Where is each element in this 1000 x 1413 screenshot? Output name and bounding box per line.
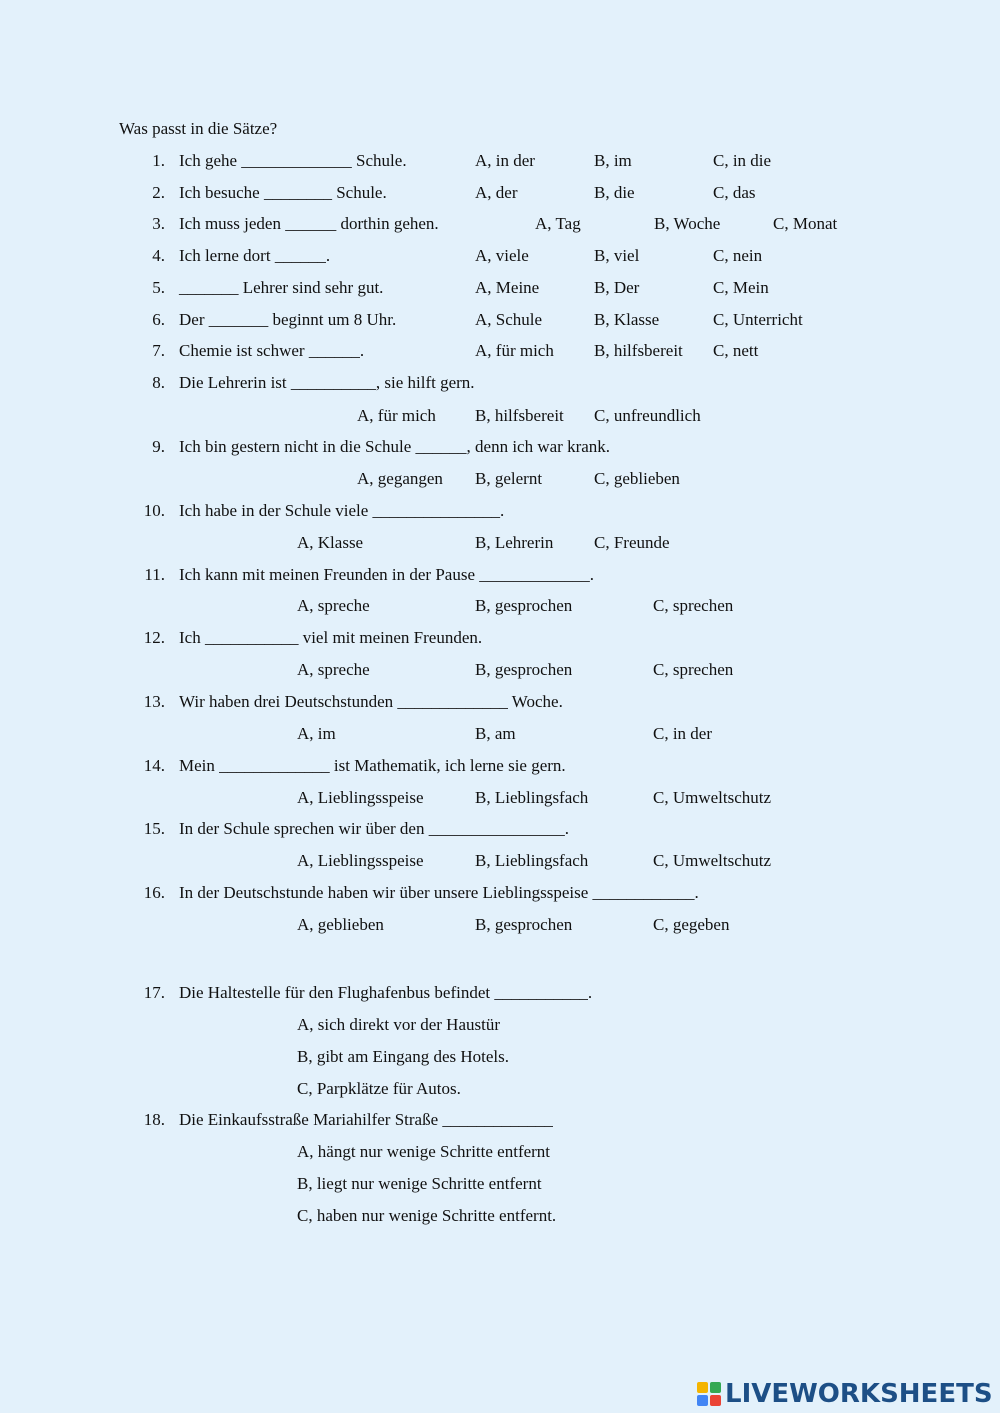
question-number: 13. <box>143 692 165 711</box>
worksheet-title: Was passt in die Sätze? <box>119 119 278 138</box>
answer-option-b[interactable]: B, Lieblingsfach <box>475 851 589 870</box>
answer-option-b[interactable]: B, liegt nur wenige Schritte entfernt <box>297 1174 542 1193</box>
answer-option-a[interactable]: A, Schule <box>475 310 543 329</box>
logo-square-4 <box>710 1395 721 1406</box>
logo-square-1 <box>697 1382 708 1393</box>
question-number: 2. <box>152 183 165 202</box>
question-text: Ich kann mit meinen Freunden in der Pause _____________. <box>179 565 595 584</box>
answer-option-c[interactable]: C, nein <box>713 246 763 265</box>
answer-option-c[interactable]: C, haben nur wenige Schritte entfernt. <box>297 1206 557 1225</box>
answer-option-c[interactable]: C, Freunde <box>594 533 670 552</box>
question-number: 9. <box>152 437 165 456</box>
answer-option-c[interactable]: C, unfreundlich <box>594 406 701 425</box>
question-text: Ich besuche ________ Schule. <box>179 183 387 202</box>
answer-option-a[interactable]: A, für mich <box>475 341 554 360</box>
question-number: 10. <box>143 501 165 520</box>
question-text: Die Lehrerin ist __________, sie hilft gern. <box>179 373 475 392</box>
question-number: 8. <box>152 373 165 392</box>
answer-option-b[interactable]: B, Klasse <box>594 310 660 329</box>
answer-option-a[interactable]: A, hängt nur wenige Schritte entfernt <box>297 1142 551 1161</box>
answer-option-b[interactable]: B, am <box>475 724 516 743</box>
answer-option-a[interactable]: A, gegangen <box>357 469 443 488</box>
question-text: Wir haben drei Deutschstunden _____________ Woche. <box>179 692 563 711</box>
answer-option-a[interactable]: A, viele <box>475 246 529 265</box>
answer-option-b[interactable]: B, viel <box>594 246 640 265</box>
answer-option-c[interactable]: C, nett <box>713 341 759 360</box>
answer-option-a[interactable]: A, der <box>475 183 518 202</box>
answer-option-a[interactable]: A, Meine <box>475 278 540 297</box>
answer-option-c[interactable]: C, Umweltschutz <box>653 788 772 807</box>
answer-option-c[interactable]: C, Monat <box>773 214 838 233</box>
answer-option-b[interactable]: B, gelernt <box>475 469 543 488</box>
question-number: 4. <box>152 246 165 265</box>
logo-square-2 <box>710 1382 721 1393</box>
answer-option-a[interactable]: A, in der <box>475 151 535 170</box>
answer-option-a[interactable]: A, Lieblingsspeise <box>297 851 424 870</box>
question-text: Ich bin gestern nicht in die Schule ______, denn ich war krank. <box>179 437 611 456</box>
question-text: Ich habe in der Schule viele _______________. <box>179 501 505 520</box>
answer-option-c[interactable]: C, geblieben <box>594 469 680 488</box>
answer-option-c[interactable]: C, Mein <box>713 278 769 297</box>
question-text: Ich lerne dort ______. <box>179 246 331 265</box>
answer-option-b[interactable]: B, hilfsbereit <box>475 406 564 425</box>
answer-option-c[interactable]: C, sprechen <box>653 596 734 615</box>
answer-option-b[interactable]: B, Lieblingsfach <box>475 788 589 807</box>
answer-option-c[interactable]: C, gegeben <box>653 915 730 934</box>
answer-option-a[interactable]: A, im <box>297 724 336 743</box>
answer-option-a[interactable]: A, Klasse <box>297 533 364 552</box>
liveworksheets-logo-icon <box>697 1382 721 1406</box>
answer-option-c[interactable]: C, das <box>713 183 756 202</box>
question-text: In der Schule sprechen wir über den ________________. <box>179 819 569 838</box>
answer-option-b[interactable]: B, gesprochen <box>475 660 573 679</box>
question-text: _______ Lehrer sind sehr gut. <box>179 278 384 297</box>
answer-option-a[interactable]: A, geblieben <box>297 915 384 934</box>
question-number: 11. <box>144 565 165 584</box>
answer-option-c[interactable]: C, Umweltschutz <box>653 851 772 870</box>
liveworksheets-logo <box>697 1378 993 1410</box>
answer-option-b[interactable]: B, gesprochen <box>475 596 573 615</box>
answer-option-c[interactable]: C, Parpklätze für Autos. <box>297 1079 461 1098</box>
answer-option-b[interactable]: B, die <box>594 183 635 202</box>
question-number: 14. <box>143 756 165 775</box>
question-text: Der _______ beginnt um 8 Uhr. <box>179 310 397 329</box>
answer-option-c[interactable]: C, in der <box>653 724 713 743</box>
question-text: In der Deutschstunde haben wir über unsere Lieblingsspeise ____________. <box>179 883 699 902</box>
question-number: 5. <box>152 278 165 297</box>
question-number: 1. <box>152 151 165 170</box>
answer-option-b[interactable]: B, Der <box>594 278 640 297</box>
answer-option-a[interactable]: A, sich direkt vor der Haustür <box>297 1015 501 1034</box>
question-text: Die Haltestelle für den Flughafenbus befindet ___________. <box>179 983 593 1002</box>
answer-option-a[interactable]: A, für mich <box>357 406 436 425</box>
question-text: Ich ___________ viel mit meinen Freunden. <box>179 628 483 647</box>
answer-option-c[interactable]: C, sprechen <box>653 660 734 679</box>
answer-option-b[interactable]: B, Lehrerin <box>475 533 554 552</box>
logo-square-3 <box>697 1395 708 1406</box>
logo-text: LIVEWORKSHEETS <box>725 1379 993 1409</box>
answer-option-a[interactable]: A, spreche <box>297 660 370 679</box>
answer-option-a[interactable]: A, Lieblingsspeise <box>297 788 424 807</box>
question-text: Ich muss jeden ______ dorthin gehen. <box>179 214 439 233</box>
answer-option-a[interactable]: A, spreche <box>297 596 370 615</box>
question-number: 18. <box>143 1110 165 1129</box>
answer-option-b[interactable]: B, gibt am Eingang des Hotels. <box>297 1047 510 1066</box>
question-number: 15. <box>143 819 165 838</box>
question-number: 16. <box>143 883 165 902</box>
answer-option-b[interactable]: B, Woche <box>654 214 721 233</box>
question-number: 17. <box>143 983 165 1002</box>
answer-option-b[interactable]: B, im <box>594 151 632 170</box>
question-text: Mein _____________ ist Mathematik, ich lerne sie gern. <box>179 756 566 775</box>
answer-option-b[interactable]: B, gesprochen <box>475 915 573 934</box>
question-number: 3. <box>152 214 165 233</box>
answer-option-c[interactable]: C, Unterricht <box>713 310 803 329</box>
answer-option-c[interactable]: C, in die <box>713 151 772 170</box>
answer-option-b[interactable]: B, hilfsbereit <box>594 341 683 360</box>
question-number: 7. <box>152 341 165 360</box>
question-number: 12. <box>143 628 165 647</box>
question-text: Die Einkaufsstraße Mariahilfer Straße _____________ <box>179 1110 553 1129</box>
question-number: 6. <box>152 310 165 329</box>
answer-option-a[interactable]: A, Tag <box>535 214 581 233</box>
question-text: Ich gehe _____________ Schule. <box>179 151 407 170</box>
question-text: Chemie ist schwer ______. <box>179 341 365 360</box>
